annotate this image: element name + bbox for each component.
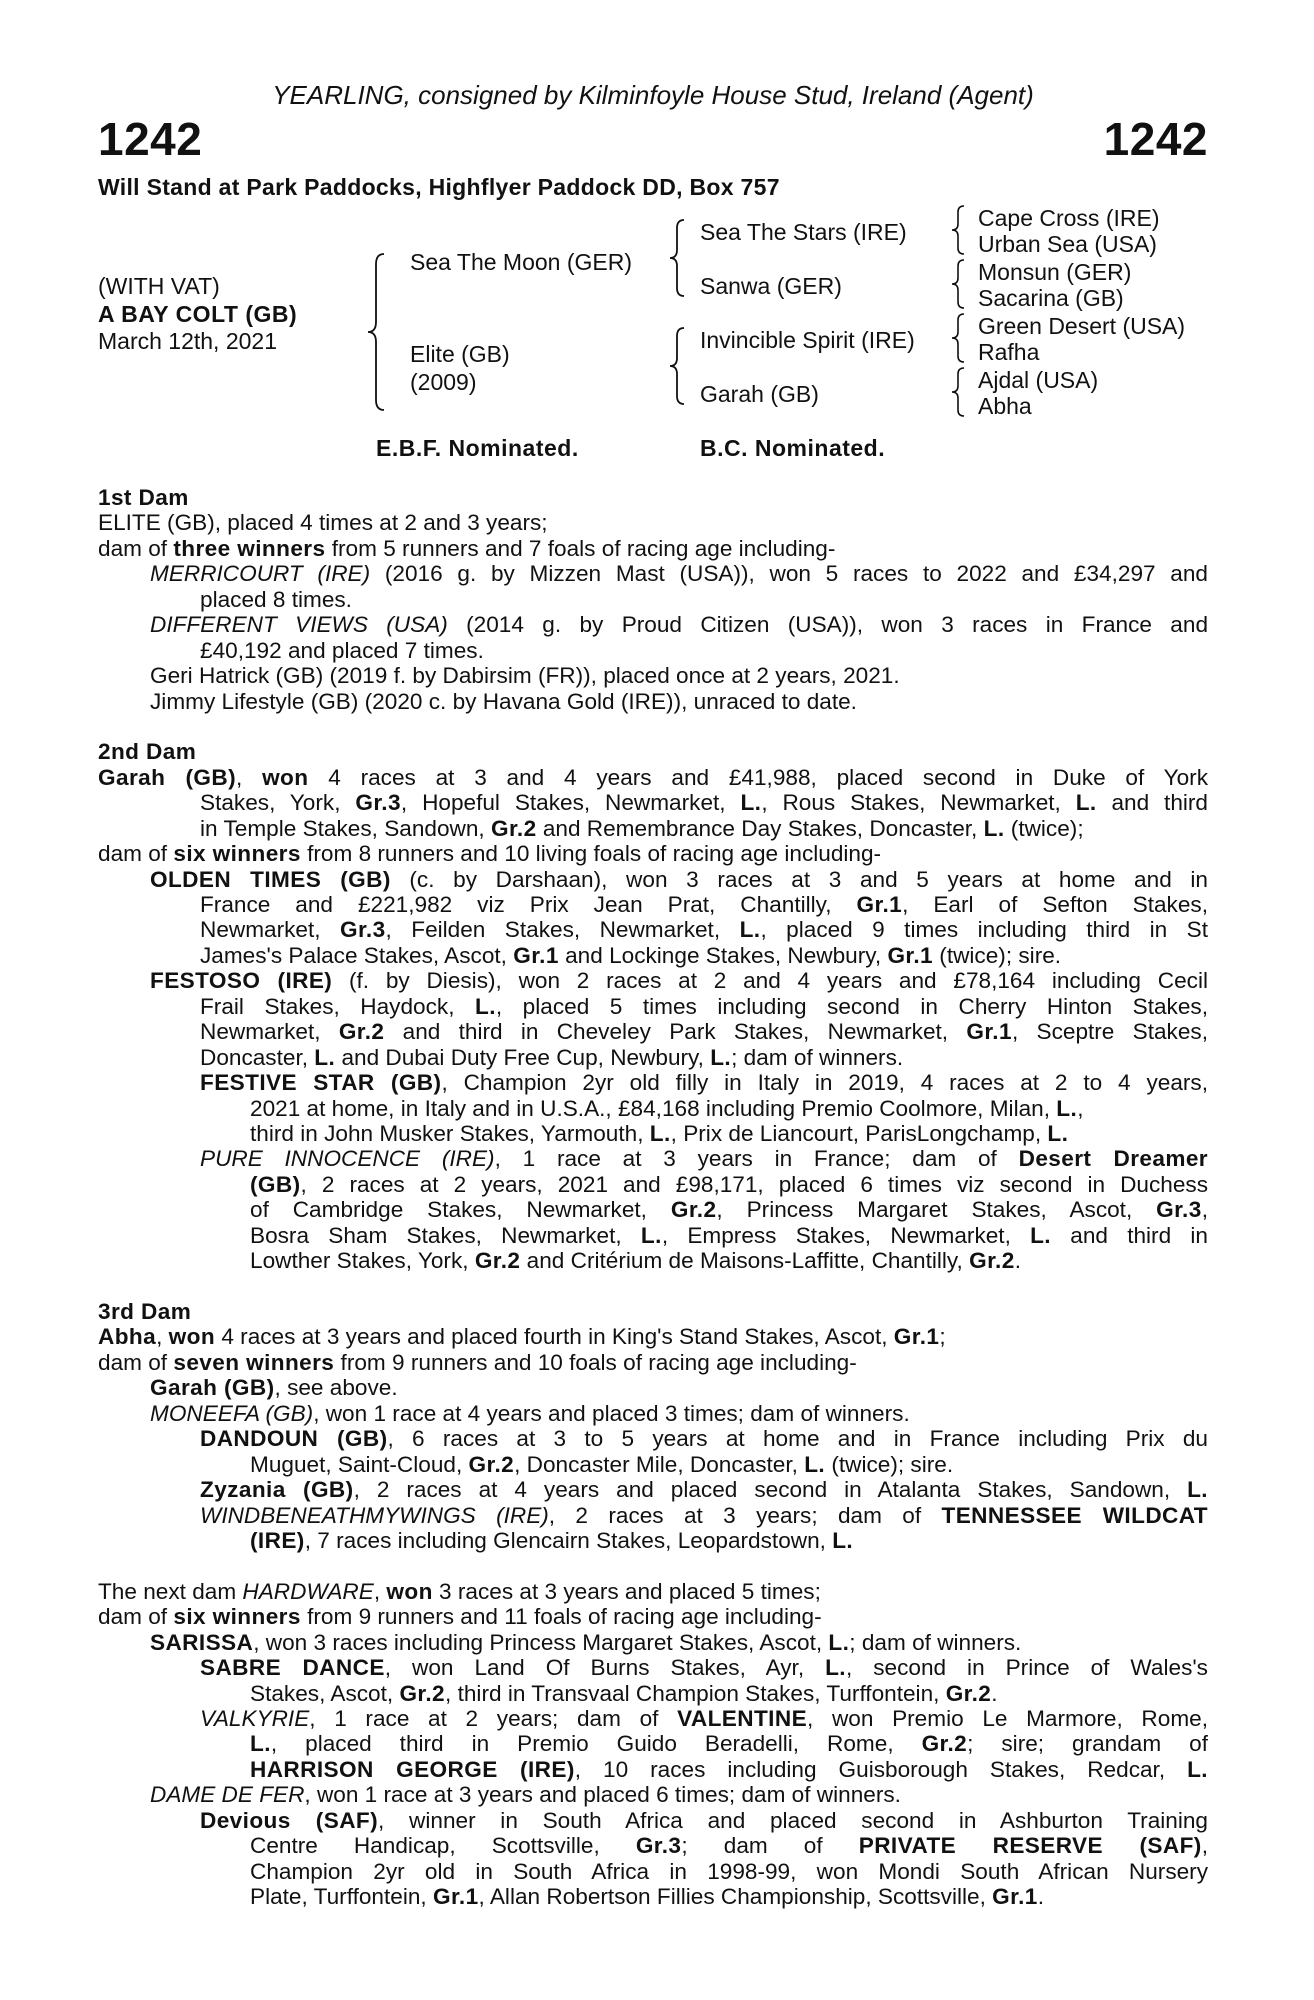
next-dam-line: L., placed third in Premio Guido Beradelli, Rome, Gr.2; sire; grandam of [250, 1731, 1208, 1757]
dam-dam-dam: Abha [978, 393, 1032, 419]
second-dam-line: OLDEN TIMES (GB) (c. by Darshaan), won 3 races at 3 and 5 years at home and in [150, 866, 1208, 892]
second-dam-line: Newmarket, Gr.3, Feilden Stakes, Newmarket, L., placed 9 times including third in St [200, 917, 1208, 943]
sire-brace [668, 218, 690, 298]
next-dam-line: The next dam HARDWARE, won 3 races at 3 years and placed 5 times; [98, 1578, 821, 1604]
third-dam-line: Muguet, Saint-Cloud, Gr.2, Doncaster Mile, Doncaster, L. (twice); sire. [250, 1451, 954, 1477]
third-dam-line: dam of seven winners from 9 runners and 10 foals of racing age including- [98, 1349, 857, 1375]
second-dam-line: in Temple Stakes, Sandown, Gr.2 and Remembrance Day Stakes, Doncaster, L. (twice); [200, 815, 1084, 841]
stand-location: Will Stand at Park Paddocks, Highflyer Paddock DD, Box 757 [98, 174, 780, 200]
brace-sd [950, 258, 970, 310]
third-dam-line: (IRE), 7 races including Glencairn Stakes, Leopardstown, L. [250, 1527, 854, 1553]
next-dam-line: SARISSA, won 3 races including Princess Margaret Stakes, Ascot, L.; dam of winners. [150, 1629, 1022, 1655]
second-dam-line: third in John Musker Stakes, Yarmouth, L., Prix de Liancourt, ParisLongchamp, L. [250, 1120, 1069, 1146]
catalogue-body [98, 485, 1208, 1910]
dam-brace [668, 326, 690, 406]
second-dam-line: Lowther Stakes, York, Gr.2 and Critérium de Maisons-Laffitte, Chantilly, Gr.2. [250, 1248, 1021, 1274]
second-dam-line: Doncaster, L. and Dubai Duty Free Cup, Newbury, L.; dam of winners. [200, 1044, 904, 1070]
dam-year: (2009) [410, 369, 477, 395]
second-dam-line: PURE INNOCENCE (IRE), 1 race at 3 years in France; dam of Desert Dreamer [200, 1146, 1208, 1172]
dam-dam: Garah (GB) [700, 381, 819, 407]
next-dam-line: DAME DE FER, won 1 race at 3 years and placed 6 times; dam of winners. [150, 1782, 901, 1808]
first-dam-line: ELITE (GB), placed 4 times at 2 and 3 years; [98, 510, 548, 536]
third-dam-line: MONEEFA (GB), won 1 race at 4 years and placed 3 times; dam of winners. [150, 1400, 910, 1426]
second-dam-line: FESTOSO (IRE) (f. by Diesis), won 2 races at 2 and 4 years and £78,164 including Cecil [150, 968, 1208, 994]
second-dam-line: Newmarket, Gr.2 and third in Cheveley Park Stakes, Newmarket, Gr.1, Sceptre Stakes, [200, 1019, 1208, 1045]
sire: Sea The Moon (GER) [410, 249, 633, 275]
first-dam-line: Geri Hatrick (GB) (2019 f. by Dabirsim (FR)), placed once at 2 years, 2021. [150, 663, 900, 689]
second-dam-line: Garah (GB), won 4 races at 3 and 4 years and £41,988, placed second in Duke of York [98, 764, 1208, 790]
third-dam-line: DANDOUN (GB), 6 races at 3 to 5 years at home and in France including Prix du [200, 1426, 1208, 1452]
first-dam-line: placed 8 times. [200, 586, 352, 612]
sire-sire-sire: Cape Cross (IRE) [978, 205, 1160, 231]
second-dam-line: of Cambridge Stakes, Newmarket, Gr.2, Princess Margaret Stakes, Ascot, Gr.3, [250, 1197, 1208, 1223]
dam-sire: Invincible Spirit (IRE) [700, 327, 915, 353]
lot-number-right: 1242 [1103, 113, 1208, 165]
first-dam-line: dam of three winners from 5 runners and 7 foals of racing age including- [98, 535, 836, 561]
ebf-nominated: E.B.F. Nominated. [376, 435, 579, 461]
lot-number-left: 1242 [98, 113, 203, 165]
bc-nominated: B.C. Nominated. [700, 435, 886, 461]
date-of-birth: March 12th, 2021 [98, 328, 278, 354]
first-dam-line: £40,192 and placed 7 times. [200, 637, 484, 663]
second-dam-line: dam of six winners from 8 runners and 10 living foals of racing age including- [98, 841, 882, 867]
brace-ss [950, 204, 970, 256]
first-dam-line: MERRICOURT (IRE) (2016 g. by Mizzen Mast (USA)), won 5 races to 2022 and £34,297 and [150, 561, 1208, 587]
second-dam-line: 2021 at home, in Italy and in U.S.A., £84,168 including Premio Coolmore, Milan, L., [250, 1095, 1084, 1121]
third-dam-line: WINDBENEATHMYWINGS (IRE), 2 races at 3 years; dam of TENNESSEE WILDCAT [200, 1502, 1208, 1528]
next-dam-line: VALKYRIE, 1 race at 2 years; dam of VALENTINE, won Premio Le Marmore, Rome, [200, 1706, 1208, 1731]
foal-brace [366, 252, 390, 412]
next-dam-line: Stakes, Ascot, Gr.2, third in Transvaal Champion Stakes, Turffontein, Gr.2. [250, 1680, 998, 1706]
first-dam-heading: 1st Dam [98, 485, 189, 510]
next-dam-line: Plate, Turffontein, Gr.1, Allan Robertson Fillies Championship, Scottsville, Gr.1. [250, 1884, 1045, 1910]
third-dam-heading: 3rd Dam [98, 1299, 192, 1324]
dam-sire-sire: Green Desert (USA) [978, 313, 1186, 339]
pedigree-table [98, 200, 1208, 461]
next-dam-line: dam of six winners from 9 runners and 11 foals of racing age including- [98, 1604, 822, 1630]
dam-sire-dam: Rafha [978, 339, 1040, 365]
second-dam-line: Stakes, York, Gr.3, Hopeful Stakes, Newmarket, L., Rous Stakes, Newmarket, L. and third [200, 790, 1208, 816]
second-dam-line: Bosra Sham Stakes, Newmarket, L., Empress Stakes, Newmarket, L. and third in [250, 1222, 1208, 1248]
first-dam-line: Jimmy Lifestyle (GB) (2020 c. by Havana Gold (IRE)), unraced to date. [150, 688, 857, 714]
dam: Elite (GB) [410, 341, 510, 367]
second-dam-line: Frail Stakes, Haydock, L., placed 5 times including second in Cherry Hinton Stakes, [200, 993, 1208, 1019]
brace-dd [950, 366, 970, 418]
next-dam-line: Centre Handicap, Scottsville, Gr.3; dam of PRIVATE RESERVE (SAF), [250, 1833, 1208, 1859]
sire-dam: Sanwa (GER) [700, 273, 842, 299]
vat-note: (WITH VAT) [98, 273, 220, 299]
next-dam-line: Devious (SAF), winner in South Africa and placed second in Ashburton Training [200, 1807, 1208, 1833]
consignor-line: YEARLING, consigned by Kilminfoyle House Stud, Ireland (Agent) [272, 80, 1034, 110]
sire-sire: Sea The Stars (IRE) [700, 219, 907, 245]
second-dam-line: France and £221,982 viz Prix Jean Prat, Chantilly, Gr.1, Earl of Sefton Stakes, [200, 892, 1208, 917]
sire-dam-sire: Monsun (GER) [978, 259, 1132, 285]
second-dam-line: (GB), 2 races at 2 years, 2021 and £98,171, placed 6 times viz second in Duchess [250, 1171, 1208, 1197]
brace-ds [950, 312, 970, 364]
third-dam-line: Zyzania (GB), 2 races at 4 years and placed second in Atalanta Stakes, Sandown, L. [200, 1477, 1208, 1503]
sire-dam-dam: Sacarina (GB) [978, 285, 1124, 311]
second-dam-line: FESTIVE STAR (GB), Champion 2yr old filly in Italy in 2019, 4 races at 2 to 4 years, [200, 1070, 1208, 1096]
next-dam-line: SABRE DANCE, won Land Of Burns Stakes, Ayr, L., second in Prince of Wales's [200, 1655, 1208, 1681]
third-dam-line: Abha, won 4 races at 3 years and placed fourth in King's Stand Stakes, Ascot, Gr.1; [98, 1324, 946, 1350]
third-dam-line: Garah (GB), see above. [150, 1375, 398, 1401]
second-dam-heading: 2nd Dam [98, 739, 197, 765]
next-dam-line: Champion 2yr old in South Africa in 1998-99, won Mondi South African Nursery [250, 1858, 1208, 1884]
first-dam-line: DIFFERENT VIEWS (USA) (2014 g. by Proud Citizen (USA)), won 3 races in France and [150, 612, 1208, 638]
dam-dam-sire: Ajdal (USA) [978, 367, 1099, 393]
horse-name: A BAY COLT (GB) [98, 301, 298, 327]
next-dam-line: HARRISON GEORGE (IRE), 10 races including Guisborough Stakes, Redcar, L. [250, 1756, 1208, 1782]
sire-sire-dam: Urban Sea (USA) [978, 231, 1157, 257]
second-dam-line: James's Palace Stakes, Ascot, Gr.1 and Lockinge Stakes, Newbury, Gr.1 (twice); sire. [200, 942, 1062, 968]
